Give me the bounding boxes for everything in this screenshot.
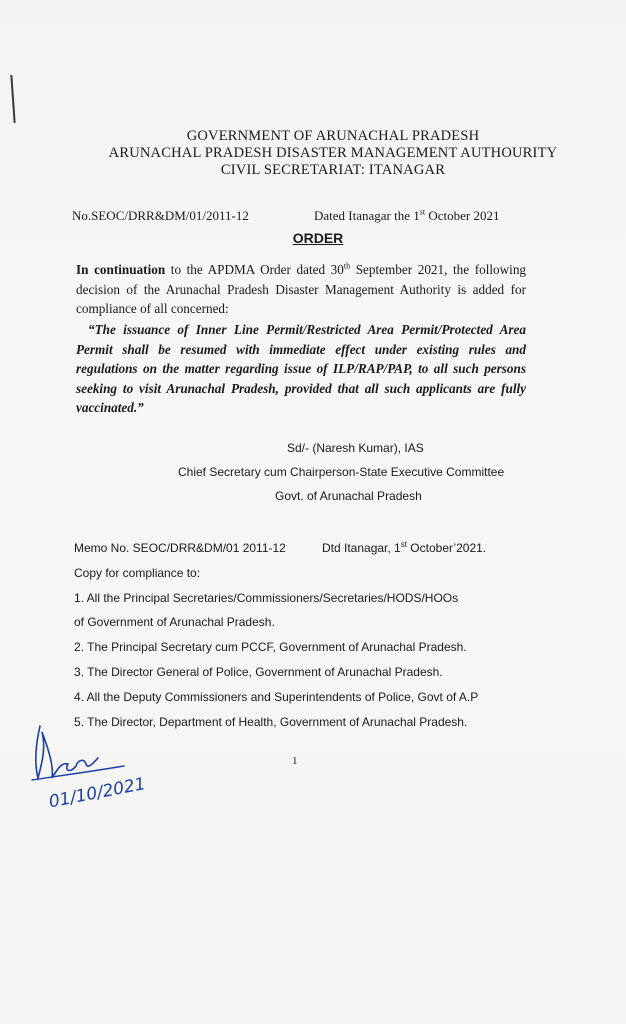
- reference-number: No.SEOC/DRR&DM/01/2011-12: [72, 208, 249, 223]
- list-item: 1. All the Principal Secretaries/Commissioners/Secretaries/HODS/HOOs: [74, 591, 459, 605]
- header-line-3: CIVIL SECRETARIAT: ITANAGAR: [220, 162, 446, 178]
- list-item: 3. The Director General of Police, Government of Arunachal Pradesh.: [74, 665, 443, 679]
- reference-date: Dated Itanagar the 1st October 2021: [314, 207, 500, 223]
- list-item: 2. The Principal Secretary cum PCCF, Government of Arunachal Pradesh.: [74, 640, 467, 654]
- list-item: 4. All the Deputy Commissioners and Superintendents of Police, Govt of A.P: [74, 690, 479, 704]
- signatory-office: Govt. of Arunachal Pradesh: [275, 489, 422, 503]
- order-paragraph: In continuation to the APDMA Order dated 30th September 2021, the following decision of the Arunachal Pradesh Disaster Management Authority is added for compliance of all concerned:: [76, 261, 527, 316]
- signatory-designation: Chief Secretary cum Chairperson-State Executive Committee: [178, 465, 505, 479]
- scan-edge-mark: [10, 75, 15, 123]
- paragraph-lead: In continuation: [76, 262, 166, 277]
- list-item: of Government of Arunachal Pradesh.: [74, 615, 275, 629]
- header-line-1: GOVERNMENT OF ARUNACHAL PRADESH: [186, 128, 480, 144]
- handwritten-signature: [28, 718, 158, 813]
- memo-date: Dtd Itanagar, 1st October’2021.: [322, 540, 487, 555]
- letterhead: [0, 128, 626, 179]
- svg-text:01/10/2021: 01/10/2021: [47, 774, 148, 808]
- signatory-name: Sd/- (Naresh Kumar), IAS: [287, 441, 424, 455]
- copy-heading: Copy for compliance to:: [74, 566, 201, 580]
- signature-icon: [28, 718, 158, 808]
- list-item: 5. The Director, Department of Health, Government of Arunachal Pradesh.: [74, 715, 468, 729]
- page-number: 1: [292, 755, 298, 767]
- order-title: ORDER: [292, 230, 344, 246]
- header-line-2: ARUNACHAL PRADESH DISASTER MANAGEMENT AUTHOURITY: [108, 145, 558, 161]
- memo-number: Memo No. SEOC/DRR&DM/01 2011-12: [74, 541, 286, 555]
- order-decision-quote: “The issuance of Inner Line Permit/Restricted Area Permit/Protected Area Permit shall be resumed with immediate effect under existing rules and regulations on the matter regarding issue of ILP/RAP/PAP, to all such persons seeking to visit Arunachal Pradesh, provided that all such applicants are fully vaccinated.”: [76, 322, 526, 415]
